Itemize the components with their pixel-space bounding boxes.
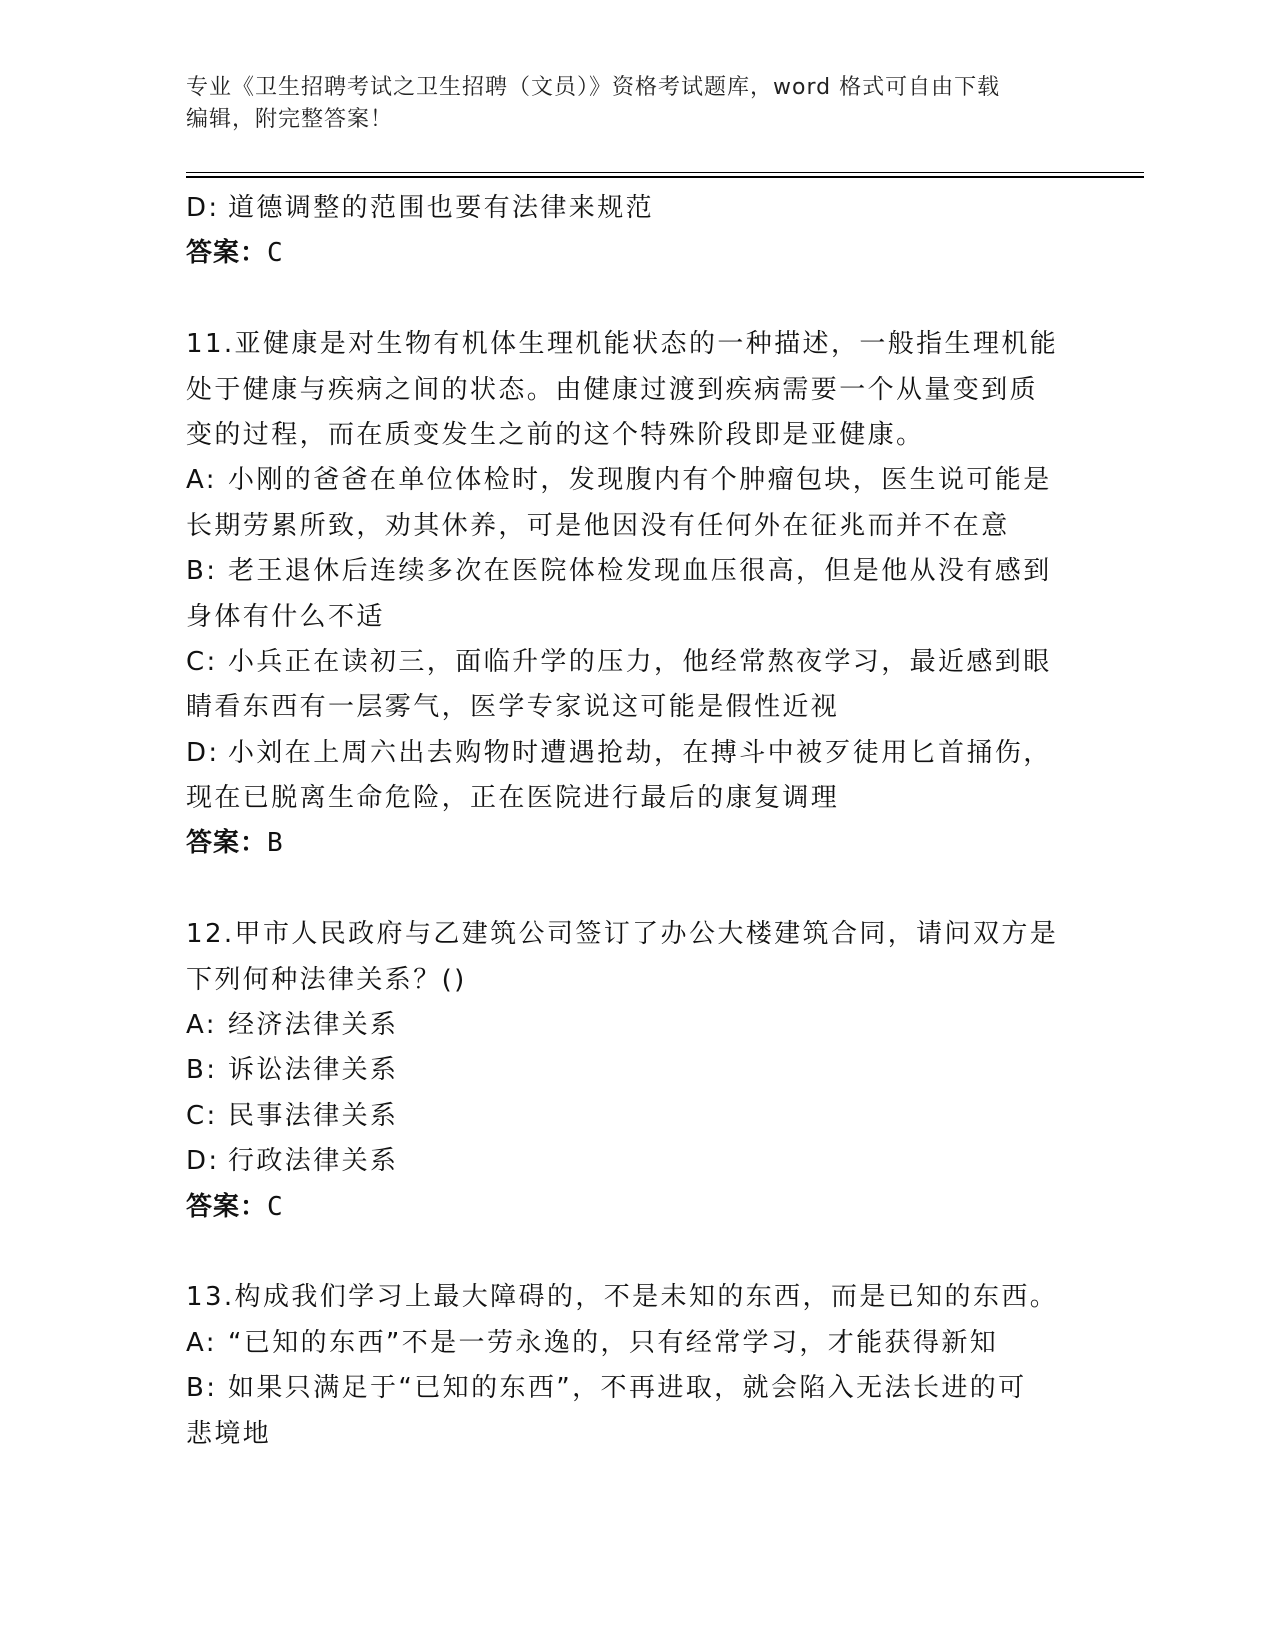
option-text: 小刘在上周六出去购物时遭遇抢劫，在搏斗中被歹徒用匕首捅伤，: [228, 737, 1052, 768]
header-line-1: 专业《卫生招聘考试之卫生招聘（文员）》资格考试题库，word 格式可自由下载: [186, 75, 1001, 100]
question-stem-line: 12.甲市人民政府与乙建筑公司签订了办公大楼建筑合同，请问双方是: [186, 919, 1059, 950]
option-text: 经济法律关系: [228, 1010, 399, 1041]
option-key: D:: [186, 193, 220, 223]
option-key: C:: [186, 646, 218, 677]
option-key: D:: [186, 1146, 220, 1177]
option-a-continuation: 长期劳累所致，劝其休养，可是他因没有任何外在征兆而并不在意: [186, 510, 1010, 541]
option-d-line: [186, 186, 1076, 231]
question-11: [186, 322, 1076, 867]
question-stem-line: 13.构成我们学习上最大障碍的，不是未知的东西，而是已知的东西。: [186, 1282, 1059, 1313]
option-d-line: [186, 731, 1076, 776]
option-text: 民事法律关系: [228, 1100, 399, 1131]
answer-label: 答案：: [186, 828, 268, 859]
document-header: [186, 72, 1086, 136]
answer-value: C: [267, 1191, 283, 1222]
question-stem-line: 下列何种法律关系？(): [186, 964, 467, 995]
answer-label: 答案：: [186, 1191, 268, 1222]
spacer: [186, 1230, 1076, 1275]
option-text: 小兵正在读初三，面临升学的压力，他经常熬夜学习，最近感到眼: [228, 646, 1052, 677]
option-b-line: [186, 1048, 1076, 1093]
option-b-line: [186, 549, 1076, 594]
answer-value: C: [267, 238, 283, 269]
answer-label: 答案：: [186, 238, 268, 269]
option-a-line: [186, 1003, 1076, 1048]
option-c-continuation: 睛看东西有一层雾气，医学专家说这可能是假性近视: [186, 692, 840, 723]
question-12: [186, 912, 1076, 1230]
option-text: 如果只满足于“已知的东西”，不再进取，就会陷入无法长进的可: [228, 1373, 1027, 1404]
header-divider-thick: [186, 176, 1144, 178]
option-text: “已知的东西”不是一劳永逸的，只有经常学习，才能获得新知: [228, 1327, 999, 1358]
option-text: 诉讼法律关系: [228, 1055, 399, 1086]
option-d-line: [186, 1139, 1076, 1184]
answer-line: [186, 821, 1076, 866]
question-stem-line: 处于健康与疾病之间的状态。由健康过渡到疾病需要一个从量变到质: [186, 374, 1039, 405]
answer-line: [186, 1185, 1076, 1230]
option-key: A:: [186, 1327, 217, 1358]
option-text: 道德调整的范围也要有法律来规范: [228, 193, 655, 223]
option-a-line: [186, 458, 1076, 503]
option-text: 小刚的爸爸在单位体检时，发现腹内有个肿瘤包块，医生说可能是: [228, 465, 1052, 496]
option-text: 老王退休后连续多次在医院体检发现血压很高，但是他从没有感到: [228, 556, 1052, 587]
option-text: 行政法律关系: [228, 1146, 399, 1177]
question-stem-line: 变的过程，而在质变发生之前的这个特殊阶段即是亚健康。: [186, 419, 925, 450]
option-key: B:: [186, 1055, 218, 1086]
option-a-line: [186, 1321, 1076, 1366]
answer-value: B: [267, 828, 283, 859]
option-c-line: [186, 640, 1076, 685]
option-key: B:: [186, 1373, 218, 1404]
header-divider-thin: [186, 172, 1144, 173]
question-13: [186, 1275, 1076, 1457]
option-c-line: [186, 1094, 1076, 1139]
option-b-continuation: 身体有什么不适: [186, 601, 385, 632]
option-key: C:: [186, 1100, 218, 1131]
question-content: [186, 186, 1076, 1457]
question-stem-line: 11.亚健康是对生物有机体生理机能状态的一种描述，一般指生理机能: [186, 329, 1059, 360]
option-key: D:: [186, 737, 220, 768]
option-key: B:: [186, 556, 218, 587]
question-10-tail: [186, 186, 1076, 277]
option-key: A:: [186, 1010, 217, 1041]
answer-line: [186, 231, 1076, 276]
option-key: A:: [186, 465, 217, 496]
spacer: [186, 867, 1076, 912]
option-b-continuation: 悲境地: [186, 1418, 272, 1449]
spacer: [186, 277, 1076, 322]
option-d-continuation: 现在已脱离生命危险，正在医院进行最后的康复调理: [186, 783, 840, 814]
option-b-line: [186, 1366, 1076, 1411]
header-line-2: 编辑，附完整答案！: [186, 107, 394, 132]
